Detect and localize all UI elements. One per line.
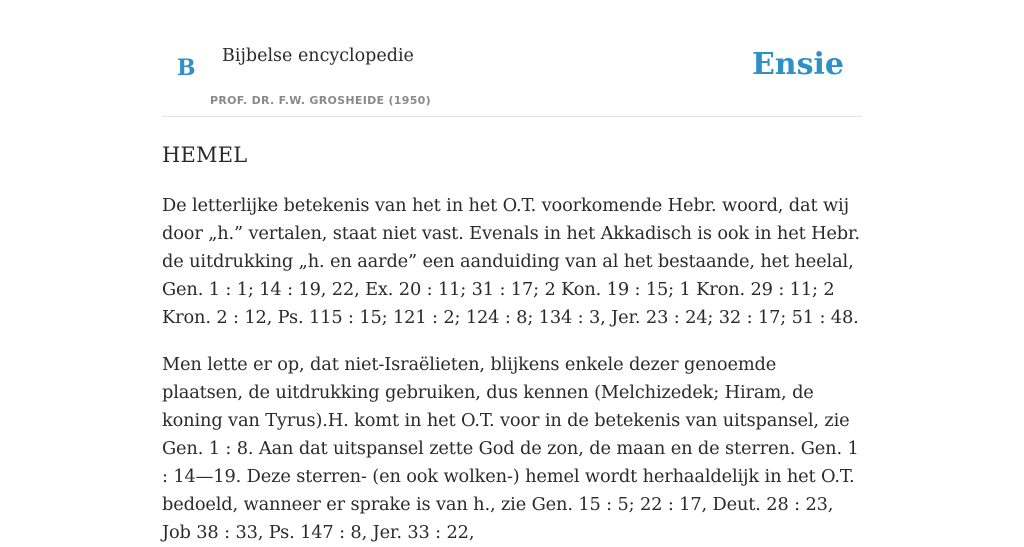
entry-content (162, 140, 862, 547)
book-header (162, 0, 862, 117)
book-title-link[interactable]: Bijbelse encyclopedie (222, 46, 414, 66)
site-logo[interactable]: Ensie (751, 47, 844, 82)
book-letter-icon[interactable]: B (177, 55, 196, 81)
entry-paragraph: Men lette er op, dat niet-Israëlieten, blijkens enkele dezer genoemde plaatsen, de uitdrukking gebruiken, dus kennen (Melchizedek; Hiram, de koning van Tyrus).H. komt in het O.T. voor in de betekenis van uitspansel, zie Gen. 1 : 8. Aan dat uitspansel zette God de zon, de maan en de sterren. Gen. 1 : 14—19. Deze sterren- (en ook wolken-) hemel wordt herhaaldelijk in het O.T. bedoeld, wanneer er sprake is van h., zie Gen. 15 : 5; 22 : 17, Deut. 28 : 23, Job 38 : 33, Ps. 147 : 8, Jer. 33 : 22, (162, 354, 859, 543)
entry-paragraph: De letterlijke betekenis van het in het O.T. voorkomende Hebr. woord, dat wij door „h.” vertalen, staat niet vast. Evenals in het Akkadisch is ook in het Hebr. de uitdrukking „h. en aarde” een aanduiding van al het bestaande, het heelal, Gen. 1 : 1; 14 : 19, 22, Ex. 20 : 11; 31 : 17; 2 Kon. 19 : 15; 1 Kron. 29 : 11; 2 Kron. 2 : 12, Ps. 115 : 15; 121 : 2; 124 : 8; 134 : 3, Jer. 23 : 24; 32 : 17; 51 : 48. (162, 195, 860, 328)
entry-title: HEMEL (162, 143, 248, 167)
book-author: PROF. DR. F.W. GROSHEIDE (1950) (210, 94, 431, 107)
